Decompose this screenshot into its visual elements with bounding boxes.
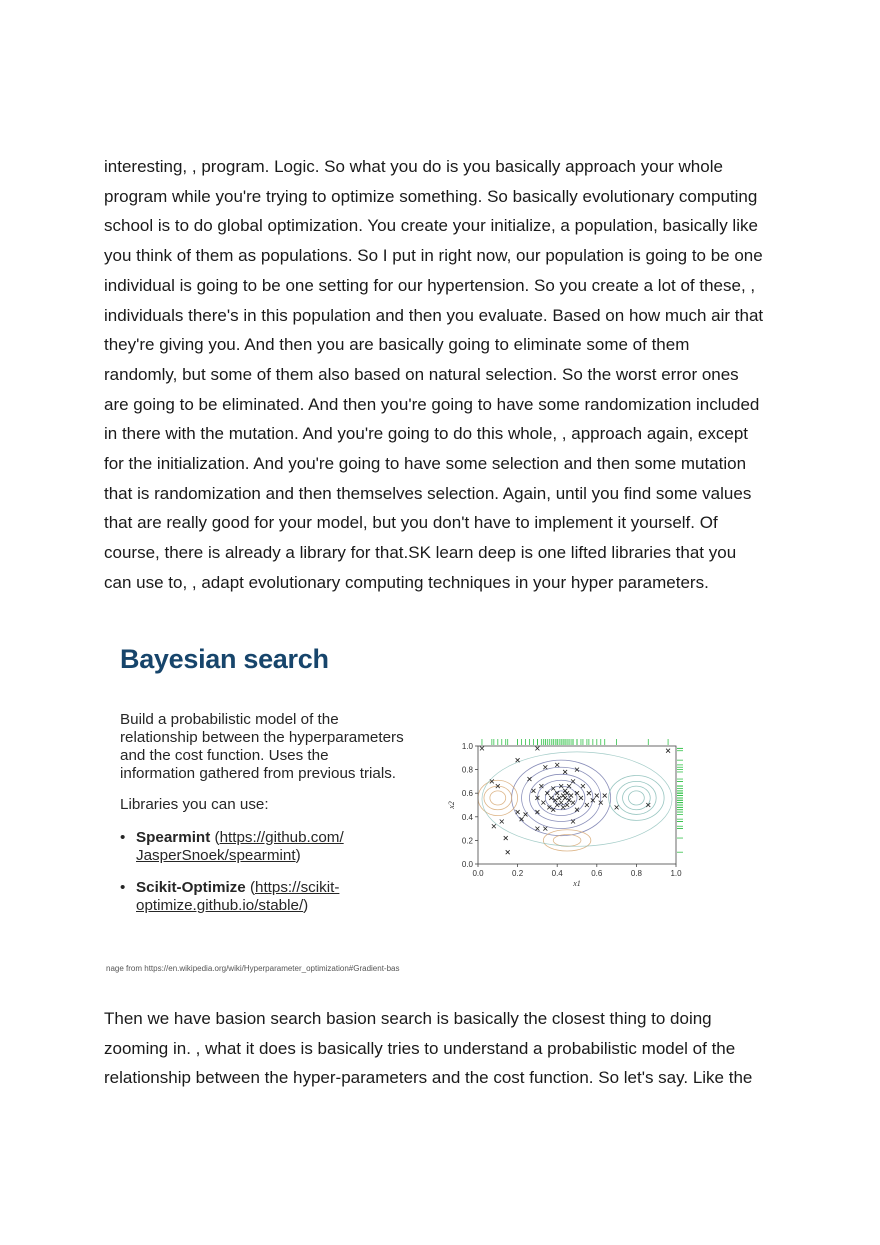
data-point bbox=[666, 749, 670, 753]
library-name: Spearmint bbox=[136, 829, 211, 846]
data-point bbox=[569, 794, 573, 798]
library-link[interactable]: https://github.com/ bbox=[219, 829, 344, 846]
slide-description-line: Build a probabilistic model of the bbox=[120, 711, 339, 728]
data-point bbox=[535, 827, 539, 831]
bayesian-contour-chart bbox=[446, 736, 686, 886]
data-point bbox=[579, 796, 583, 800]
body-paragraph-1 bbox=[104, 152, 784, 598]
body-paragraph-2 bbox=[104, 1004, 784, 1093]
data-point bbox=[500, 820, 504, 824]
data-point bbox=[559, 801, 563, 805]
bayesian-search-slide-image bbox=[104, 626, 732, 982]
text-line: can use to, , adapt evolutionary computing techniques in your hyper parameters. bbox=[104, 572, 709, 592]
data-point bbox=[565, 791, 569, 795]
text-line: course, there is already a library for that.SK learn deep is one lifted libraries that you bbox=[104, 543, 737, 563]
contour-line bbox=[529, 774, 592, 821]
data-point bbox=[571, 801, 575, 805]
y-tick-label: 0.6 bbox=[461, 789, 473, 799]
contour-line bbox=[512, 760, 611, 836]
text-line: that are really good for your model, but you don't have to implement it yourself. Of bbox=[104, 513, 718, 533]
slide-description bbox=[120, 711, 440, 783]
contour-line bbox=[623, 786, 651, 810]
data-point bbox=[531, 789, 535, 793]
library-link[interactable]: JasperSnoek/spearmint bbox=[136, 847, 296, 864]
slide-description-line: and the cost function. Uses the bbox=[120, 747, 329, 764]
library-name: Scikit-Optimize bbox=[136, 879, 246, 896]
data-point bbox=[561, 805, 565, 809]
data-point bbox=[563, 796, 567, 800]
libraries-heading: Libraries you can use: bbox=[120, 796, 269, 813]
data-point bbox=[543, 827, 547, 831]
data-point bbox=[615, 805, 619, 809]
text-line: they're giving you. And then you are basically going to eliminate some of them bbox=[104, 335, 690, 355]
sample-points bbox=[480, 746, 670, 854]
x-tick-label: 0.4 bbox=[551, 869, 563, 878]
x-tick-label: 1.0 bbox=[670, 869, 682, 878]
x-tick-label: 0.2 bbox=[512, 869, 524, 878]
library-item-scikit-optimize bbox=[120, 879, 344, 915]
contour-line bbox=[553, 835, 581, 847]
data-point bbox=[504, 836, 508, 840]
y-axis-label: x2 bbox=[447, 801, 456, 809]
data-point bbox=[492, 824, 496, 828]
text-line: relationship between the hyper-parameters and the cost function. So let's say. Like the bbox=[104, 1068, 753, 1088]
contour-line bbox=[628, 791, 644, 805]
data-point bbox=[557, 796, 561, 800]
x-tick-label: 0.8 bbox=[630, 869, 642, 878]
text-line: that is randomization and then themselves selection. Again, until you find some values bbox=[104, 483, 752, 503]
y-tick-label: 0.0 bbox=[461, 860, 473, 869]
slide-description-line: relationship between the hyperparameters bbox=[120, 729, 404, 746]
library-line: optimize.github.io/stable/) bbox=[136, 897, 309, 914]
slide-title: Bayesian search bbox=[120, 644, 329, 674]
y-tick-label: 1.0 bbox=[461, 742, 473, 751]
library-list bbox=[120, 829, 344, 929]
library-link[interactable]: optimize.github.io/stable/ bbox=[136, 897, 304, 914]
text-line: program while you're trying to optimize something. So basically evolutionary computing bbox=[104, 186, 758, 206]
data-point bbox=[516, 758, 520, 762]
library-link[interactable]: https://scikit- bbox=[255, 879, 340, 896]
data-point bbox=[585, 803, 589, 807]
text-line: in there with the mutation. And you're going to do this whole, , approach again, except bbox=[104, 424, 748, 444]
data-point bbox=[603, 794, 607, 798]
image-source-caption: nage from https://en.wikipedia.org/wiki/Hyperparameter_optimization#Gradient-bas bbox=[106, 964, 400, 973]
text-line: individual is going to be one setting for our hypertension. So you create a lot of these, , bbox=[104, 275, 756, 295]
data-point bbox=[516, 810, 520, 814]
text-line: you think of them as populations. So I put in right now, our population is going to be one bbox=[104, 246, 763, 266]
library-line: JasperSnoek/spearmint) bbox=[136, 847, 301, 864]
text-line: interesting, , program. Logic. So what you do is you basically approach your whole bbox=[104, 157, 723, 176]
contour-line bbox=[543, 830, 591, 851]
text-line: for the initialization. And you're going to have some selection and then some mutation bbox=[104, 454, 747, 474]
contour-line bbox=[484, 786, 512, 810]
contour-line bbox=[490, 791, 506, 805]
data-point bbox=[595, 794, 599, 798]
library-item-spearmint bbox=[120, 829, 344, 865]
contour-line bbox=[522, 767, 601, 828]
x-tick-label: 0.6 bbox=[591, 869, 603, 878]
bullet: • bbox=[120, 829, 126, 846]
text-line: school is to do global optimization. You create your initialize, a population, basically like bbox=[104, 216, 758, 236]
library-line: Spearmint (https://github.com/ bbox=[136, 829, 344, 846]
data-point bbox=[541, 801, 545, 805]
data-point bbox=[549, 796, 553, 800]
text-line: zooming in. , what it does is basically tries to understand a probabilistic model of the bbox=[104, 1038, 736, 1058]
text-line: individuals there's in this population and then you evaluate. Based on how much air that bbox=[104, 305, 764, 325]
y-tick-label: 0.4 bbox=[461, 812, 473, 822]
bullet: • bbox=[120, 879, 126, 896]
y-tick-label: 0.8 bbox=[461, 765, 473, 775]
text-line: are going to be eliminated. And then you're going to have some randomization included bbox=[104, 394, 760, 414]
x-axis-label: x1 bbox=[573, 879, 581, 886]
y-tick-label: 0.2 bbox=[461, 836, 473, 846]
slide-description-line: information gathered from previous trials. bbox=[120, 765, 397, 782]
data-point bbox=[535, 746, 539, 750]
library-line: Scikit-Optimize (https://scikit- bbox=[136, 879, 340, 896]
data-point bbox=[581, 784, 585, 788]
data-point bbox=[563, 770, 567, 774]
data-point bbox=[543, 765, 547, 769]
data-point bbox=[587, 791, 591, 795]
x-tick-label: 0.0 bbox=[472, 869, 484, 878]
text-line: Then we have basion search basion search is basically the closest thing to doing bbox=[104, 1009, 712, 1028]
data-point bbox=[527, 777, 531, 781]
chart-axes bbox=[447, 742, 682, 886]
data-point bbox=[524, 812, 528, 816]
text-line: randomly, but some of them also based on natural selection. So the worst error ones bbox=[104, 364, 739, 384]
data-point bbox=[480, 746, 484, 750]
data-point bbox=[565, 803, 569, 807]
data-point bbox=[555, 763, 559, 767]
data-point bbox=[506, 850, 510, 854]
